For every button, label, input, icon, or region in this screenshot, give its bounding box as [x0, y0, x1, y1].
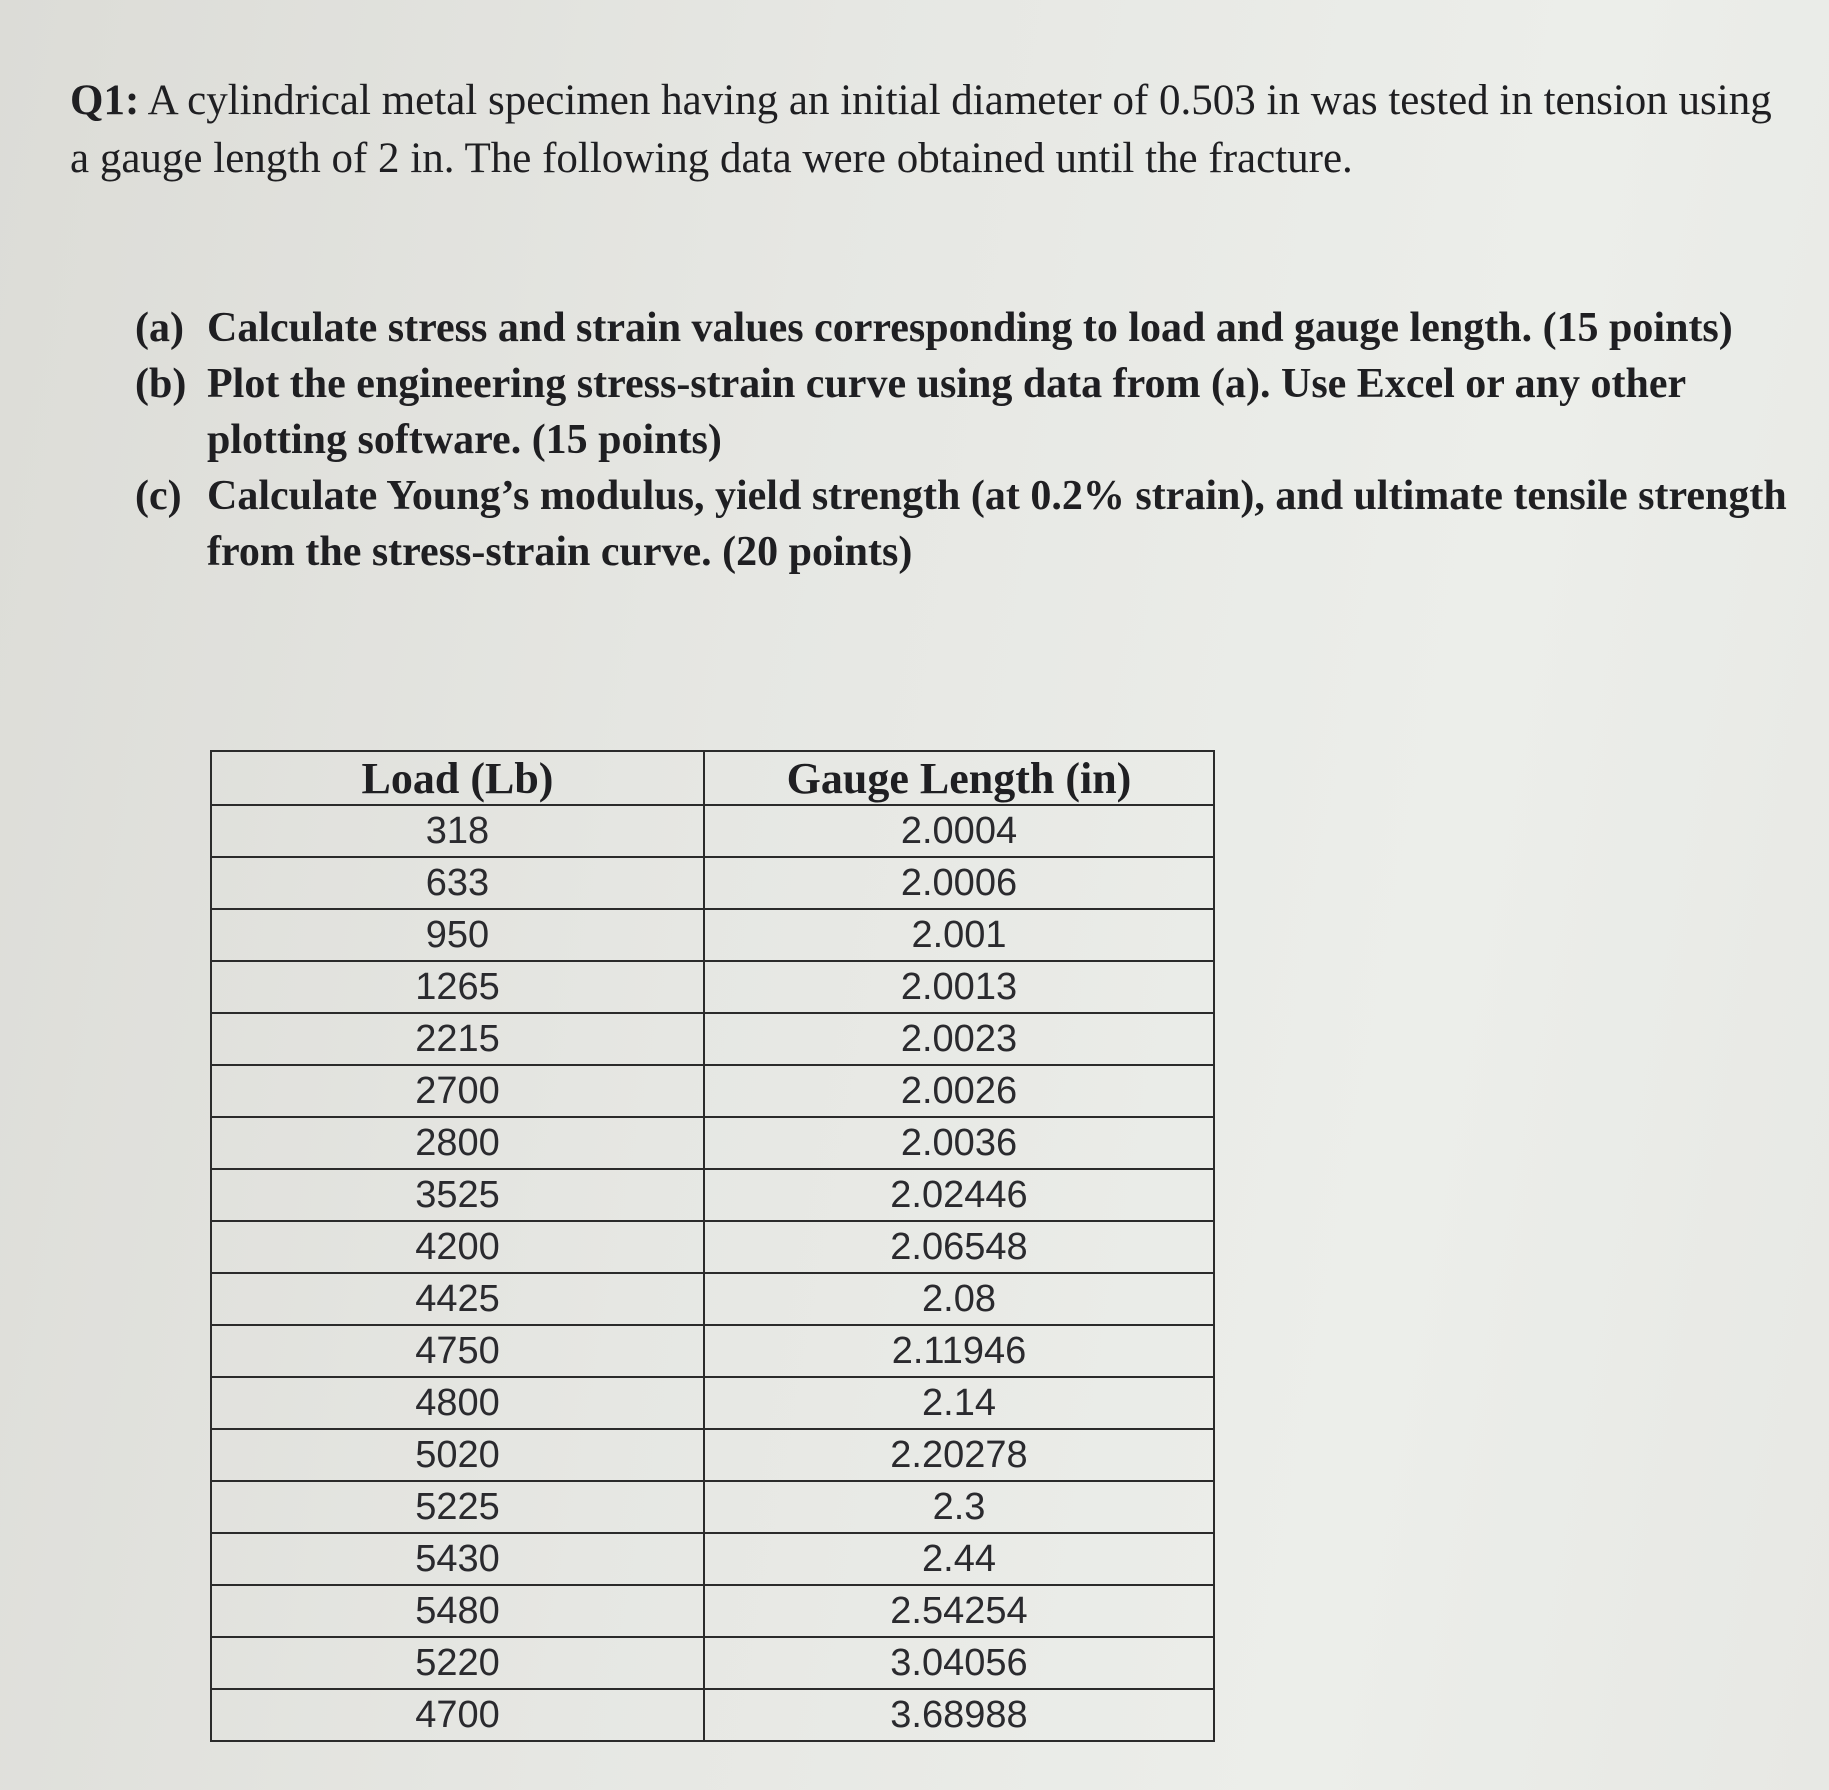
header-load: Load (Lb)	[211, 751, 704, 805]
table-row	[211, 1273, 1214, 1325]
gauge-length-cell: 2.20278	[704, 1429, 1214, 1481]
part-b-text: Plot the engineering stress-strain curve using data from (a). Use Excel or any other plotting software. (15 points)	[207, 361, 1686, 463]
table-row	[211, 1013, 1214, 1065]
table-header-row	[211, 751, 1214, 805]
gauge-length-cell: 2.14	[704, 1377, 1214, 1429]
table-row	[211, 1689, 1214, 1741]
table-row	[211, 1377, 1214, 1429]
gauge-length-cell: 2.44	[704, 1533, 1214, 1585]
table-row	[211, 805, 1214, 857]
gauge-length-cell: 2.11946	[704, 1325, 1214, 1377]
table-row	[211, 1169, 1214, 1221]
table-row	[211, 1637, 1214, 1689]
table-row	[211, 1533, 1214, 1585]
part-a-label: (a)	[135, 305, 184, 351]
question-text	[70, 72, 1790, 188]
load-gauge-table	[210, 750, 1215, 1742]
question-label: Q1:	[70, 77, 140, 124]
load-cell: 5480	[211, 1585, 704, 1637]
part-c-text: Calculate Young’s modulus, yield strength (at 0.2% strain), and ultimate tensile strength from the stress-strain curve. (20 points)	[207, 473, 1787, 575]
gauge-length-cell: 2.08	[704, 1273, 1214, 1325]
table-row	[211, 857, 1214, 909]
load-cell: 4800	[211, 1377, 704, 1429]
gauge-length-cell: 2.54254	[704, 1585, 1214, 1637]
table-body	[211, 805, 1214, 1741]
load-cell: 4750	[211, 1325, 704, 1377]
table-row	[211, 961, 1214, 1013]
load-cell: 318	[211, 805, 704, 857]
gauge-length-cell: 2.0026	[704, 1065, 1214, 1117]
gauge-length-cell: 3.68988	[704, 1689, 1214, 1741]
gauge-length-cell: 2.0023	[704, 1013, 1214, 1065]
load-cell: 2800	[211, 1117, 704, 1169]
load-cell: 4200	[211, 1221, 704, 1273]
load-cell: 5225	[211, 1481, 704, 1533]
table-row	[211, 1325, 1214, 1377]
question-parts-list	[135, 300, 1805, 580]
part-a	[135, 300, 1805, 356]
gauge-length-cell: 3.04056	[704, 1637, 1214, 1689]
load-cell: 950	[211, 909, 704, 961]
load-cell: 3525	[211, 1169, 704, 1221]
gauge-length-cell: 2.02446	[704, 1169, 1214, 1221]
gauge-length-cell: 2.001	[704, 909, 1214, 961]
table-row	[211, 1221, 1214, 1273]
load-cell: 5020	[211, 1429, 704, 1481]
gauge-length-cell: 2.0004	[704, 805, 1214, 857]
part-b-label: (b)	[135, 361, 187, 407]
gauge-length-cell: 2.0006	[704, 857, 1214, 909]
part-c	[135, 468, 1805, 580]
gauge-length-cell: 2.0013	[704, 961, 1214, 1013]
load-cell: 633	[211, 857, 704, 909]
load-cell: 4425	[211, 1273, 704, 1325]
part-b	[135, 356, 1805, 468]
load-cell: 2215	[211, 1013, 704, 1065]
load-cell: 1265	[211, 961, 704, 1013]
table-row	[211, 1065, 1214, 1117]
part-a-text: Calculate stress and strain values corresponding to load and gauge length. (15 points)	[207, 305, 1733, 351]
table-row	[211, 1481, 1214, 1533]
question-body: A cylindrical metal specimen having an initial diameter of 0.503 in was tested in tension using a gauge length of 2 in. The following data were obtained until the fracture.	[70, 77, 1772, 182]
table-row	[211, 909, 1214, 961]
part-c-label: (c)	[135, 473, 182, 519]
gauge-length-cell: 2.3	[704, 1481, 1214, 1533]
load-cell: 4700	[211, 1689, 704, 1741]
load-cell: 2700	[211, 1065, 704, 1117]
gauge-length-cell: 2.06548	[704, 1221, 1214, 1273]
table-row	[211, 1585, 1214, 1637]
load-cell: 5220	[211, 1637, 704, 1689]
table-row	[211, 1429, 1214, 1481]
load-cell: 5430	[211, 1533, 704, 1585]
table-row	[211, 1117, 1214, 1169]
header-gauge-length: Gauge Length (in)	[704, 751, 1214, 805]
gauge-length-cell: 2.0036	[704, 1117, 1214, 1169]
